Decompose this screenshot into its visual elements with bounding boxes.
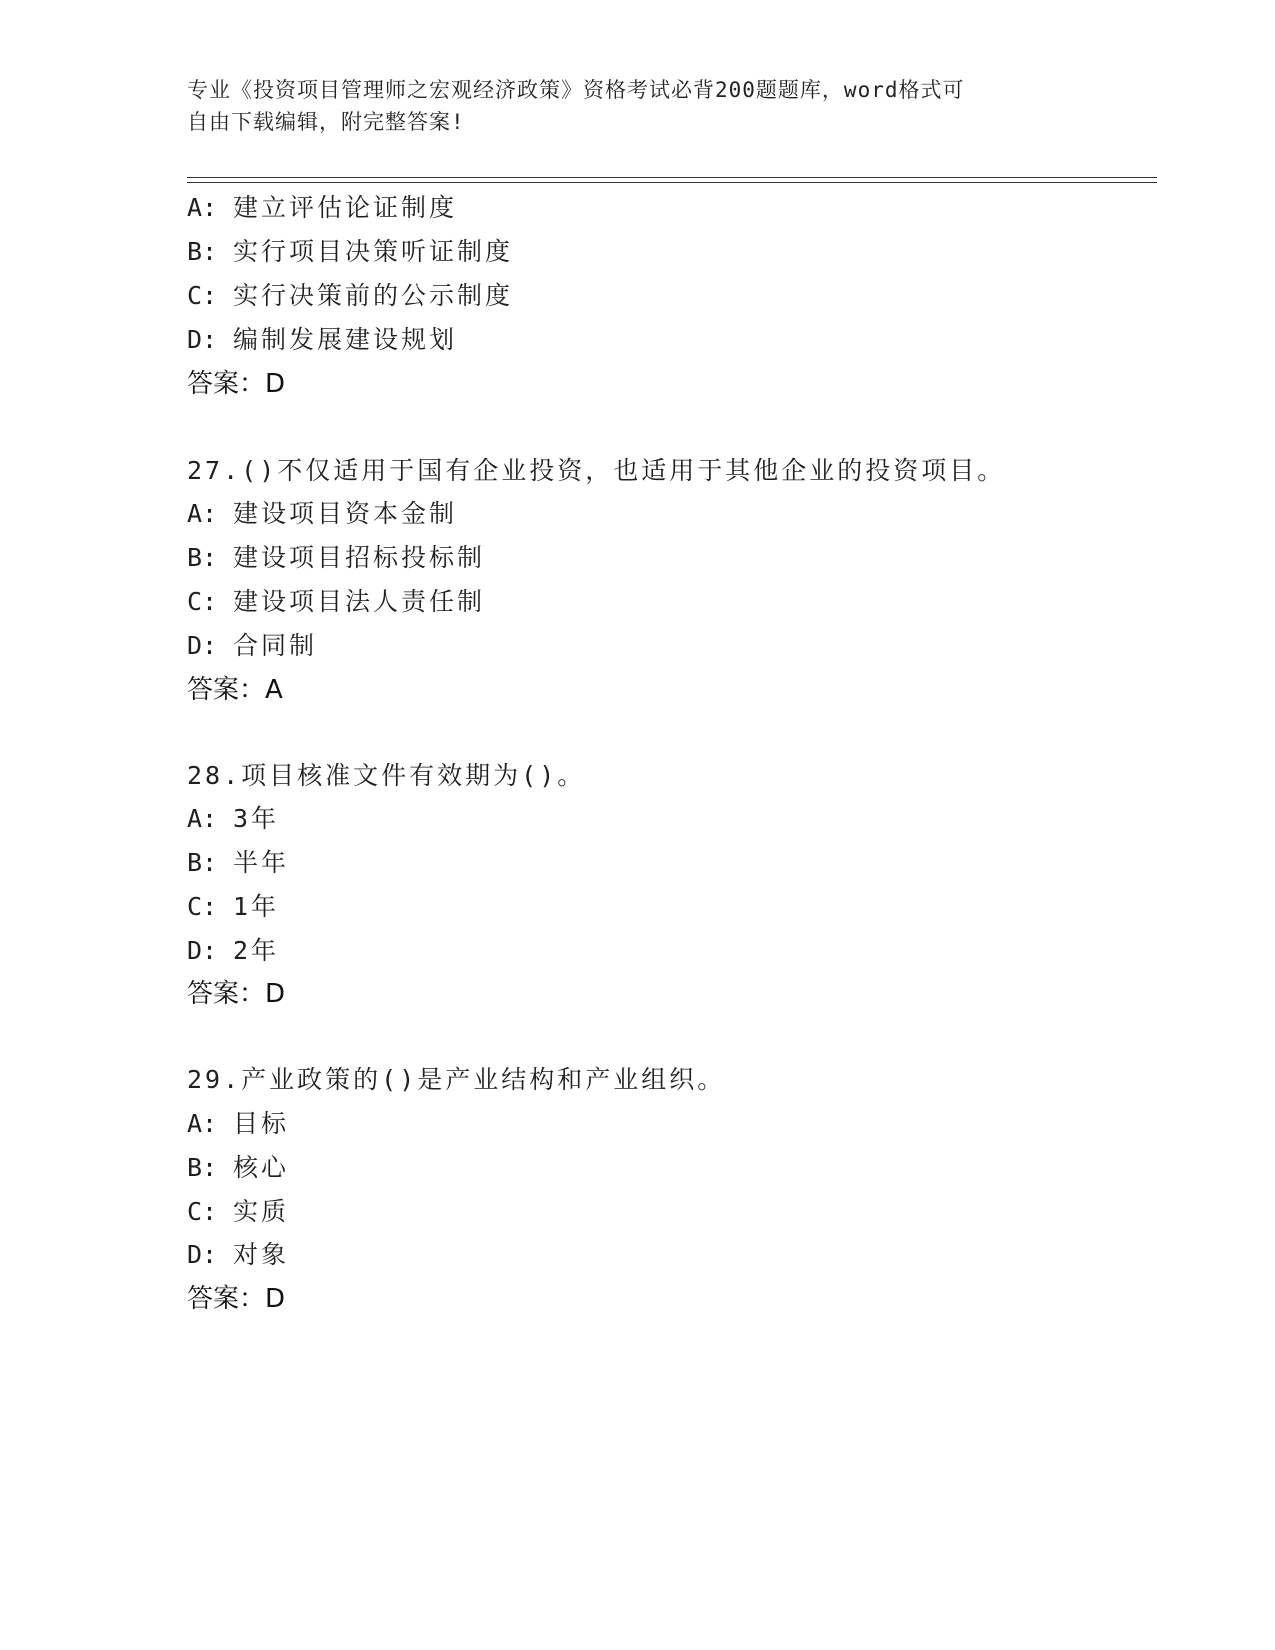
option-b <box>187 1152 289 1184</box>
option-b <box>187 542 485 574</box>
option-text: 3年 <box>233 804 280 833</box>
option-text: 1年 <box>233 892 280 921</box>
answer-line: 答案：A <box>187 675 283 705</box>
answer-line: 答案：D <box>187 369 286 399</box>
option-text: 建设项目法人责任制 <box>233 587 486 616</box>
header-line-1: 专业《投资项目管理师之宏观经济政策》资格考试必背200题题库，word格式可 <box>187 78 965 102</box>
header-divider-bottom <box>187 182 1157 183</box>
option-text: 编制发展建设规划 <box>233 325 458 354</box>
option-d <box>187 324 457 356</box>
option-d <box>187 630 317 662</box>
option-text: 目标 <box>233 1109 290 1138</box>
option-d <box>187 935 279 967</box>
option-b <box>187 847 289 879</box>
question-text: 27.()不仅适用于国有企业投资，也适用于其他企业的投资项目。 <box>187 456 1006 485</box>
option-letter: B: <box>187 543 218 572</box>
answer-line: 答案：D <box>187 979 286 1009</box>
option-letter: A: <box>187 1109 218 1138</box>
option-letter: D: <box>187 631 218 660</box>
option-text: 2年 <box>233 936 280 965</box>
option-text: 建设项目资本金制 <box>233 499 458 528</box>
option-c <box>187 280 513 312</box>
option-text: 建设项目招标投标制 <box>233 543 486 572</box>
option-letter: A: <box>187 804 218 833</box>
header-divider-top <box>187 177 1157 178</box>
option-text: 合同制 <box>233 631 318 660</box>
option-letter: C: <box>187 1197 218 1226</box>
document-header <box>187 74 1067 138</box>
option-a <box>187 1108 289 1140</box>
option-letter: A: <box>187 499 218 528</box>
option-letter: C: <box>187 892 218 921</box>
option-text: 半年 <box>233 848 290 877</box>
option-text: 建立评估论证制度 <box>233 193 458 222</box>
option-letter: B: <box>187 237 218 266</box>
option-letter: B: <box>187 848 218 877</box>
option-text: 核心 <box>233 1153 290 1182</box>
option-a <box>187 498 457 530</box>
header-line-2: 自由下载编辑，附完整答案! <box>187 110 465 134</box>
option-text: 对象 <box>233 1240 290 1269</box>
option-a <box>187 803 279 835</box>
option-c <box>187 1196 289 1228</box>
answer-line: 答案：D <box>187 1284 286 1314</box>
option-letter: D: <box>187 936 218 965</box>
option-letter: C: <box>187 587 218 616</box>
option-letter: B: <box>187 1153 218 1182</box>
question-text: 29.产业政策的()是产业结构和产业组织。 <box>187 1065 726 1094</box>
option-text: 实质 <box>233 1197 290 1226</box>
option-letter: D: <box>187 325 218 354</box>
option-c <box>187 586 485 618</box>
option-b <box>187 236 513 268</box>
option-d <box>187 1239 289 1271</box>
option-letter: D: <box>187 1240 218 1269</box>
question-text: 28.项目核准文件有效期为()。 <box>187 761 586 790</box>
option-letter: C: <box>187 281 218 310</box>
option-a <box>187 192 457 224</box>
option-text: 实行项目决策听证制度 <box>233 237 514 266</box>
option-c <box>187 891 279 923</box>
option-text: 实行决策前的公示制度 <box>233 281 514 310</box>
option-letter: A: <box>187 193 218 222</box>
